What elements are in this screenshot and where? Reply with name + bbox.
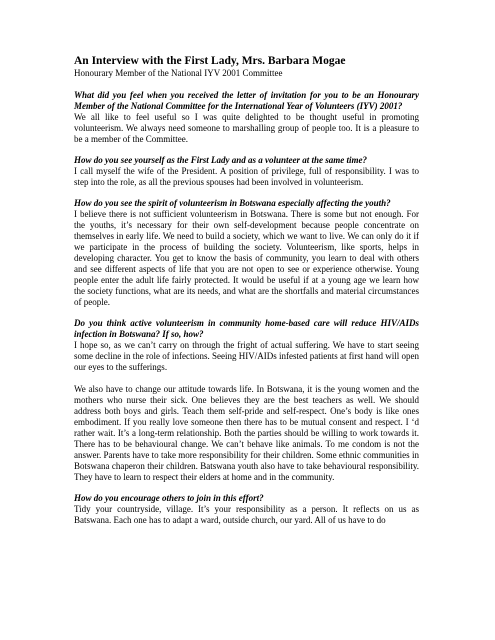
answer-5: Tidy your countryside, village. It’s your responsibility as a person. It reflects on us as Batswana. Each one has to adapt a ward, outside church, our yard. All of us have to do: [74, 504, 419, 525]
question-2: How do you see yourself as the First Lady and as a volunteer at the same time?: [74, 155, 367, 165]
qa-section-2: [74, 155, 419, 188]
qa-section-4: [74, 318, 419, 483]
qa-section-3: [74, 198, 419, 308]
qa-section-1: [74, 90, 419, 145]
answer-3: I believe there is not sufficient volunteerism in Botswana. There is some but not enough. For the youths, it’s necessary for their own self-development because people concentrate on themselves in early life. We need to build a society, which we want to live. We can only do it if we participate in the process of building the society. Volunteerism, like sports, helps in developing character. You get to know the basis of community, you learn to deal with others and see different aspects of life that you are not open to see or experience otherwise. Young people enter the adult life fairly protected. It would be useful if at a young age we learn how the society functions, what are its needs, and what are the shortfalls and material circumstances of people.: [74, 209, 419, 307]
question-4: Do you think active volunteerism in community home-based care will reduce HIV/AIDs infection in Botswana? If so, how?: [74, 318, 419, 339]
answer-4-paragraph-2: We also have to change our attitude towards life. In Botswana, it is the young women and the mothers who nurse their sick. One believes they are the best teachers as well. We should address both boys and girls. Teach them self-pride and self-respect. One’s body is like ones embodiment. If you really love someone then there has to be mutual consent and respect. I ‘d rather wait. It’s a long-term relationship. Both the parties should be willing to work towards it. There has to be behavioural change. We can’t behave like animals. To me condom is not the answer. Parents have to take more responsibility for their children. Some ethnic communities in Botswana chaperon their children. Batswana youth also have to take behavioural responsibility. They have to learn to respect their elders at home and in the community.: [74, 384, 419, 482]
question-5: How do you encourage others to join in this effort?: [74, 493, 264, 503]
page-subtitle: Honourary Member of the National IYV 2001 Committee: [74, 68, 283, 78]
qa-section-5: [74, 493, 419, 526]
answer-2: I call myself the wife of the President. A position of privilege, full of responsibility. I was to step into the role, as all the previous spouses had been involved in volunteerism.: [74, 166, 419, 187]
page-title: An Interview with the First Lady, Mrs. Barbara Mogae: [74, 55, 346, 67]
answer-1: We all like to feel useful so I was quite delighted to be thought useful in promoting volunteerism. We always need someone to marshalling group of people too. It is a pleasure to be a member of the Committee.: [74, 112, 419, 144]
document-page: [74, 54, 419, 536]
question-1: What did you feel when you received the letter of invitation for you to be an Honourary Member of the National Committee for the International Year of Volunteers (IYV) 2001?: [74, 90, 419, 111]
answer-4-paragraph-1: I hope so, as we can’t carry on through the fright of actual suffering. We have to start seeing some decline in the role of infections. Seeing HIV/AIDs infested patients at first hand will open our eyes to the sufferings.: [74, 340, 419, 372]
question-3: How do you see the spirit of volunteerism in Botswana especially affecting the youth?: [74, 198, 391, 208]
